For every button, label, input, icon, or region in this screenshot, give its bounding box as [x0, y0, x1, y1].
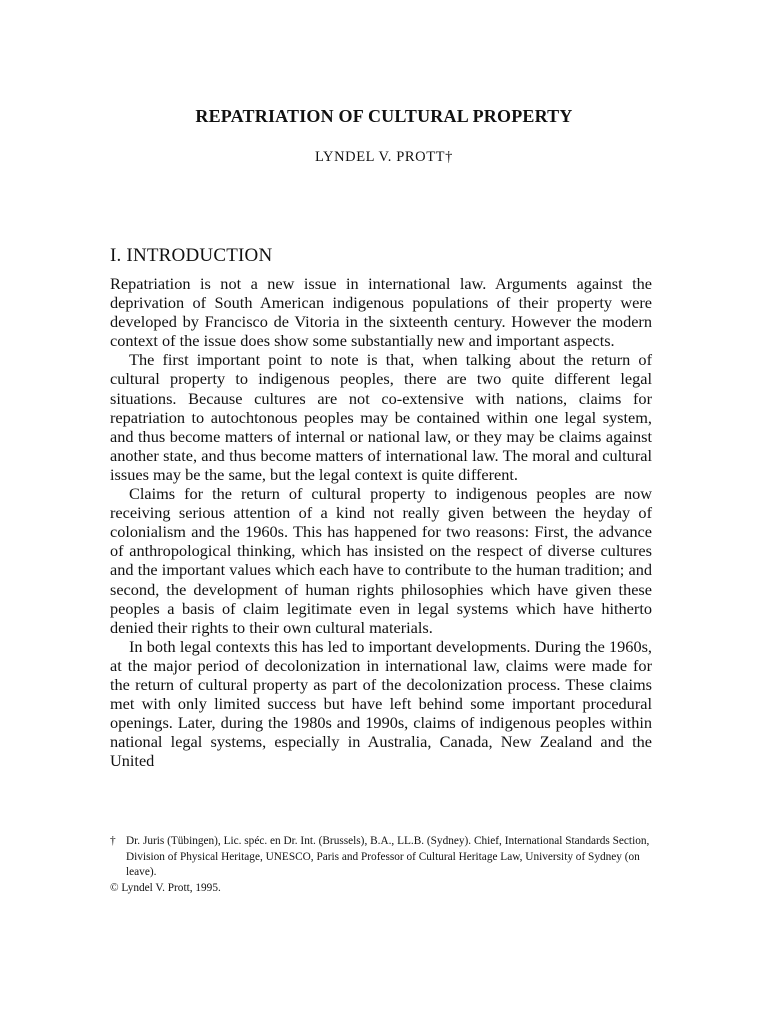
body-text: [110, 274, 652, 770]
paragraph: Repatriation is not a new issue in international law. Arguments against the deprivation of South American indigenous populations of their property were developed by Francisco de Vitoria in the sixteenth century. However the modern context of the issue does show some substantially new and important aspects.: [110, 274, 652, 351]
copyright-notice: © Lyndel V. Prott, 1995.: [110, 881, 221, 894]
article-title: REPATRIATION OF CULTURAL PROPERTY: [195, 106, 573, 126]
footnote-mark: †: [110, 835, 116, 847]
paragraph: Claims for the return of cultural property to indigenous peoples are now receiving serious attention of a kind not really given between the heyday of colonialism and the 1960s. This has happened for two reasons: First, the advance of anthropological thinking, which has insisted on the respect of diverse cultures and the important values which each have to contribute to the human tradition; and second, the development of human rights philosophies which have given these peoples a basis of claim legitimate even in legal systems which have hitherto denied their rights to their own cultural materials.: [110, 484, 652, 637]
footnotes: [110, 834, 655, 896]
paragraph: In both legal contexts this has led to important developments. During the 1960s, at the major period of decolonization in international law, claims were made for the return of cultural property as part of the decolonization process. These claims met with only limited success but have left behind some important procedural openings. Later, during the 1980s and 1990s, claims of indigenous peoples within national legal systems, especially in Australia, Canada, New Zealand and the United: [110, 636, 652, 771]
author-footnote: [110, 834, 655, 881]
paragraph: The first important point to note is that, when talking about the return of cultural property to indigenous peoples, there are two quite different legal situations. Because cultures are not co-extensive with nations, claims for repatriation to autochtonous peoples may be contained within one legal system, and thus become matters of internal or national law, or they may be claims against another state, and thus become matters of international law. The moral and cultural issues may be the same, but the legal context is quite different.: [110, 350, 652, 484]
section-heading: I. INTRODUCTION: [110, 245, 273, 266]
footnote-text: Dr. Juris (Tübingen), Lic. spéc. en Dr. Int. (Brussels), B.A., LL.B. (Sydney). Chief, International Standards Section, Division of Physical Heritage, UNESCO, Paris and Professor of Cultural Heritage Law, University of Sydney (on leave).: [126, 835, 650, 878]
author-name: LYNDEL V. PROTT†: [315, 149, 453, 165]
